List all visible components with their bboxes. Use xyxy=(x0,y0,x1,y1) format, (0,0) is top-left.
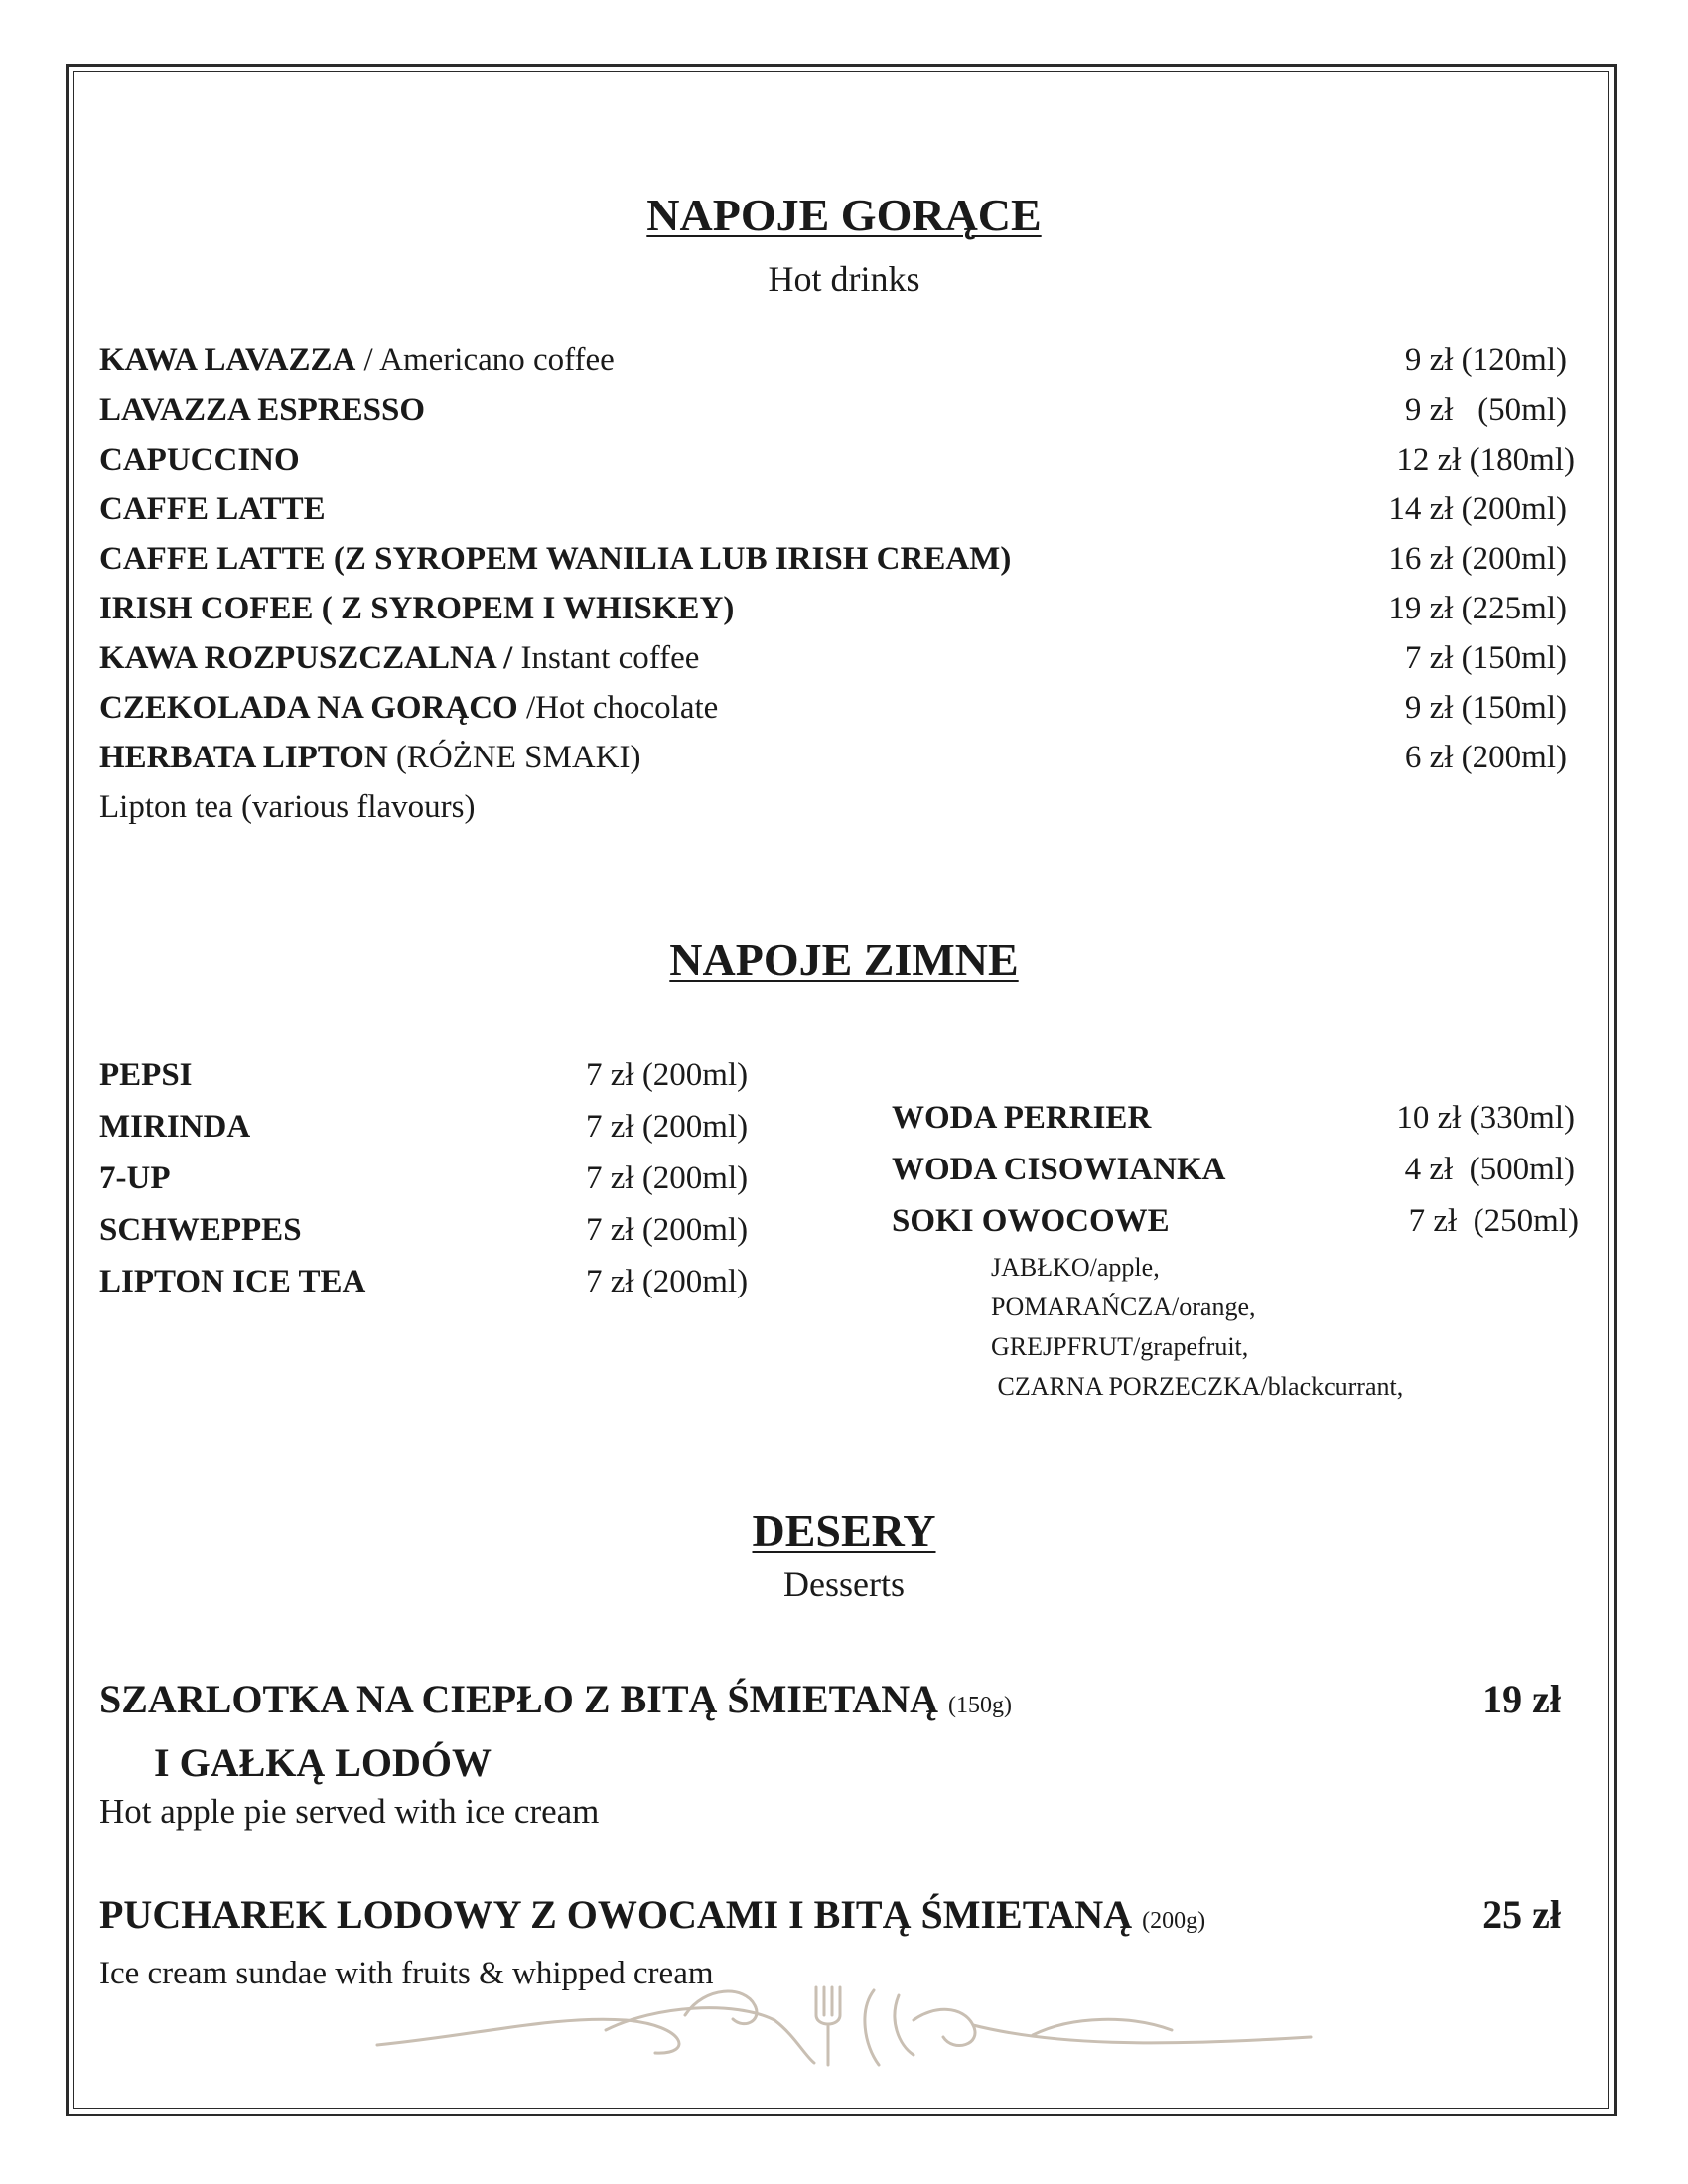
cold-item-price: 7 zł (200ml) xyxy=(586,1264,749,1299)
juice-flavour: JABŁKO/apple, xyxy=(991,1253,1160,1282)
menu-item-hot xyxy=(99,541,1011,578)
hot-drinks-heading: NAPOJE GORĄCE xyxy=(646,190,1042,240)
cold-item-name: MIRINDA xyxy=(99,1109,251,1145)
hot-drinks-note: Lipton tea (various flavours) xyxy=(99,789,476,825)
cold-item-name: WODA CISOWIANKA xyxy=(892,1152,1226,1187)
item-price: 9 zł (50ml) xyxy=(1404,392,1567,428)
juice-flavour: POMARAŃCZA/orange, xyxy=(991,1293,1256,1321)
menu-item-hot xyxy=(99,690,718,727)
cold-drinks-heading: NAPOJE ZIMNE xyxy=(669,934,1019,985)
item-price: 14 zł (200ml) xyxy=(1388,491,1567,527)
cold-item-price: 7 zł (200ml) xyxy=(586,1160,749,1196)
dessert-name-text: SZARLOTKA NA CIEPŁO Z BITĄ ŚMIETANĄ xyxy=(99,1677,938,1721)
item-price: 9 zł (120ml) xyxy=(1404,342,1567,378)
item-name: CAFFE LATTE (Z SYROPEM WANILIA LUB IRISH CREAM) xyxy=(99,541,1012,577)
item-english: Americano coffee xyxy=(379,342,615,378)
item-english: Hot chocolate xyxy=(535,690,719,726)
fork-flourish-ornament-icon xyxy=(357,1976,1331,2070)
cold-item-name: 7-UP xyxy=(99,1160,171,1196)
dessert-description: Ice cream sundae with fruits & whipped cream xyxy=(99,1956,714,1991)
juice-flavour: CZARNA PORZECZKA/blackcurrant, xyxy=(991,1372,1404,1401)
dessert-item-name-cont: I GAŁKĄ LODÓW xyxy=(154,1740,492,1785)
item-name: KAWA LAVAZZA xyxy=(99,342,356,378)
cold-item-name: SOKI OWOCOWE xyxy=(892,1203,1170,1239)
cold-item-price: 7 zł (200ml) xyxy=(586,1109,749,1145)
cold-item-name: SCHWEPPES xyxy=(99,1212,302,1248)
item-name: HERBATA LIPTON xyxy=(99,740,388,775)
dessert-item-name xyxy=(99,1676,1012,1722)
dessert-description: Hot apple pie served with ice cream xyxy=(99,1792,600,1831)
dessert-item-name xyxy=(99,1891,1205,1938)
dessert-weight: (200g) xyxy=(1142,1908,1206,1934)
menu-item-hot xyxy=(99,392,425,429)
item-price: 16 zł (200ml) xyxy=(1388,541,1567,577)
cold-item-name: WODA PERRIER xyxy=(892,1100,1152,1136)
dessert-weight: (150g) xyxy=(948,1693,1012,1718)
item-price: 7 zł (150ml) xyxy=(1404,640,1567,676)
item-name: CAFFE LATTE xyxy=(99,491,326,527)
cold-item-price: 7 zł (200ml) xyxy=(586,1212,749,1248)
item-name: CZEKOLADA NA GORĄCO xyxy=(99,690,518,726)
dessert-price: 25 zł xyxy=(1482,1892,1561,1937)
cold-item-price: 7 zł (250ml) xyxy=(1408,1203,1579,1239)
dessert-price: 19 zł xyxy=(1482,1677,1561,1721)
item-english: Instant coffee xyxy=(520,640,700,676)
juice-flavour: GREJPFRUT/grapefruit, xyxy=(991,1332,1249,1361)
cold-item-name: LIPTON ICE TEA xyxy=(99,1264,366,1299)
item-name: KAWA ROZPUSZCZALNA / xyxy=(99,640,513,676)
item-price: 19 zł (225ml) xyxy=(1388,591,1567,626)
item-separator xyxy=(512,640,520,676)
dessert-name-text: PUCHAREK LODOWY Z OWOCAMI I BITĄ ŚMIETANĄ xyxy=(99,1892,1133,1937)
menu-item-hot xyxy=(99,491,326,528)
item-price: 9 zł (150ml) xyxy=(1404,690,1567,726)
item-separator: / xyxy=(517,690,536,726)
desserts-subheading: Desserts xyxy=(783,1565,905,1604)
cold-item-price: 4 zł (500ml) xyxy=(1404,1152,1575,1187)
hot-drinks-subheading: Hot drinks xyxy=(768,259,920,299)
menu-item-hot xyxy=(99,342,615,379)
item-name: CAPUCCINO xyxy=(99,442,300,478)
item-name: LAVAZZA ESPRESSO xyxy=(99,392,426,428)
item-price: 6 zł (200ml) xyxy=(1404,740,1567,775)
cold-item-price: 10 zł (330ml) xyxy=(1396,1100,1575,1136)
item-separator xyxy=(388,740,396,775)
menu-item-hot xyxy=(99,591,734,627)
item-name: IRISH COFEE ( Z SYROPEM I WHISKEY) xyxy=(99,591,735,626)
menu-item-hot xyxy=(99,640,699,677)
desserts-heading: DESERY xyxy=(752,1505,936,1556)
menu-item-hot xyxy=(99,740,640,776)
item-price: 12 zł (180ml) xyxy=(1396,442,1575,478)
cold-item-name: PEPSI xyxy=(99,1057,193,1093)
item-english: (RÓŻNE SMAKI) xyxy=(395,740,641,775)
cold-item-price: 7 zł (200ml) xyxy=(586,1057,749,1093)
item-separator: / xyxy=(355,342,380,378)
menu-item-hot xyxy=(99,442,300,478)
